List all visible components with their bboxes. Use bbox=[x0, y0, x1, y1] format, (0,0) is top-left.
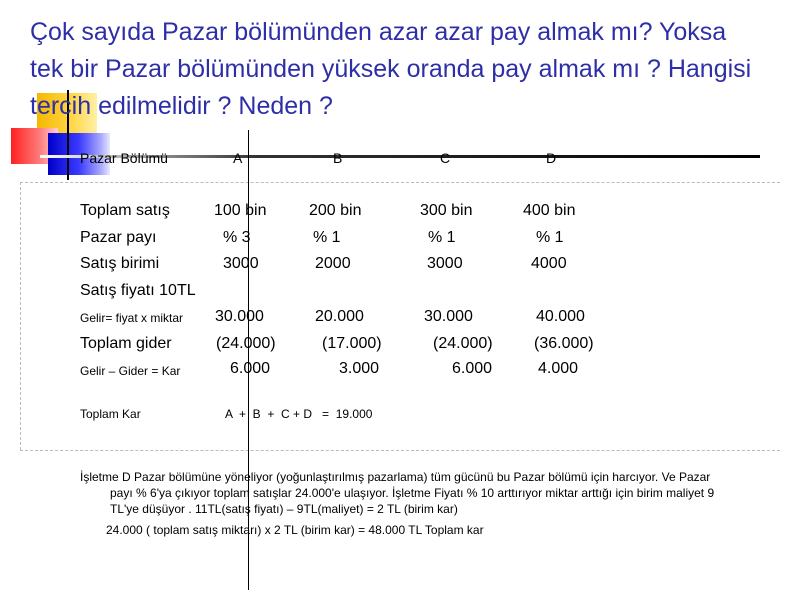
cell: % 1 bbox=[428, 229, 456, 246]
cell: 100 bin bbox=[214, 202, 267, 219]
cell: % 3 bbox=[223, 229, 251, 246]
cell: 3000 bbox=[427, 255, 463, 272]
row-label-toplam-gider: Toplam gider bbox=[80, 335, 172, 352]
row-label-satis-fiyati: Satış fiyatı 10TL bbox=[80, 282, 196, 299]
cell: 3.000 bbox=[339, 360, 380, 377]
table-left-border bbox=[20, 182, 21, 450]
cell: % 1 bbox=[313, 229, 341, 246]
row-label-toplam-satis: Toplam satış bbox=[80, 202, 170, 219]
cell: 30.000 bbox=[215, 308, 264, 325]
total-profit-formula: A + B + C + D = 19.000 bbox=[225, 407, 373, 421]
cell: 4.000 bbox=[538, 360, 579, 377]
cell: (17.000) bbox=[322, 335, 382, 352]
header-col-a: A bbox=[233, 150, 243, 166]
title-line-2: tek bir Pazar bölümünden yüksek oranda pay almak mı ? Hangisi bbox=[30, 55, 752, 83]
header-col-b: B bbox=[333, 150, 343, 166]
slide-title bbox=[30, 14, 780, 125]
cell: 400 bin bbox=[523, 202, 576, 219]
row-label-pazar-payi: Pazar payı bbox=[80, 229, 157, 246]
cell: 6.000 bbox=[230, 360, 271, 377]
cell: 2000 bbox=[315, 255, 351, 272]
cell: % 1 bbox=[536, 229, 564, 246]
cell: 40.000 bbox=[536, 308, 585, 325]
note-line-1: İşletme D Pazar bölümüne yöneliyor (yoğunlaştırılmış pazarlama) tüm gücünü bu Pazar bölümü için harcıyor. Ve Pazar bbox=[80, 470, 711, 484]
note-line-2: payı % 6'ya çıkıyor toplam satışlar 24.000'e ulaşıyor. İşletme Fiyatı % 10 arttırıyor miktar arttığı için birim maliyet 9 bbox=[110, 486, 715, 500]
row-label-kar: Gelir – Gider = Kar bbox=[80, 364, 181, 378]
table-top-border bbox=[20, 182, 780, 183]
explanation-note bbox=[80, 469, 770, 517]
cell: (24.000) bbox=[216, 335, 276, 352]
title-line-3: tercih edilmelidir ? Neden ? bbox=[30, 92, 333, 120]
cell: (24.000) bbox=[433, 335, 493, 352]
row-label-satis-birimi: Satış birimi bbox=[80, 255, 160, 272]
note-line-3: TL'ye düşüyor . 11TL(satış fiyatı) – 9TL(maliyet) = 2 TL (birim kar) bbox=[110, 502, 458, 516]
total-profit-calculation: 24.000 ( toplam satış miktarı) x 2 TL (birim kar) = 48.000 TL Toplam kar bbox=[106, 523, 484, 537]
total-profit-label: Toplam Kar bbox=[80, 407, 141, 421]
cell: 4000 bbox=[531, 255, 567, 272]
row-label-gelir: Gelir= fiyat x miktar bbox=[80, 311, 184, 325]
cell: 300 bin bbox=[420, 202, 473, 219]
cell: 20.000 bbox=[315, 308, 364, 325]
cell: 6.000 bbox=[452, 360, 493, 377]
cell: 3000 bbox=[223, 255, 259, 272]
header-segment-label: Pazar Bölümü bbox=[80, 150, 168, 166]
cell: (36.000) bbox=[534, 335, 594, 352]
header-col-d: D bbox=[546, 150, 557, 166]
header-col-c: C bbox=[440, 150, 451, 166]
title-line-1: Çok sayıda Pazar bölümünden azar azar pay almak mı? Yoksa bbox=[30, 18, 727, 46]
cell: 200 bin bbox=[309, 202, 362, 219]
cell: 30.000 bbox=[424, 308, 473, 325]
table-bottom-border bbox=[20, 450, 780, 451]
